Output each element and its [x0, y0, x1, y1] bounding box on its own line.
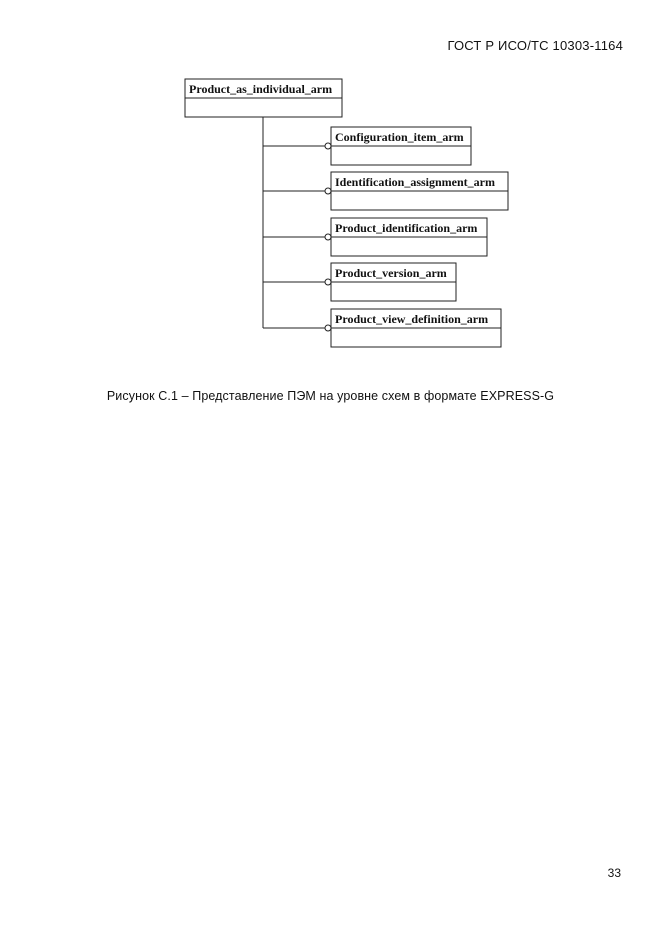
express-g-diagram: [0, 0, 661, 380]
figure-caption: Рисунок C.1 – Представление ПЭМ на уровне схем в формате EXPRESS-G: [106, 389, 555, 403]
root-entity: [185, 79, 342, 117]
relation-circle: [325, 188, 331, 194]
child-entity: [263, 172, 508, 210]
child-entity-label: Product_identification_arm: [335, 221, 478, 235]
child-entity-label: Product_version_arm: [335, 266, 447, 280]
child-entity: [263, 218, 487, 256]
child-entity-label: Identification_assignment_arm: [335, 175, 495, 189]
child-entity-label: Configuration_item_arm: [335, 130, 464, 144]
root-entity-label: Product_as_individual_arm: [189, 82, 333, 96]
child-entity: [263, 309, 501, 347]
page-number: 33: [607, 866, 621, 880]
child-entity: [263, 263, 456, 301]
relation-circle: [325, 234, 331, 240]
document-id: ГОСТ Р ИСО/ТС 10303-1164: [447, 38, 623, 53]
relation-circle: [325, 325, 331, 331]
child-entity-label: Product_view_definition_arm: [335, 312, 489, 326]
relation-circle: [325, 279, 331, 285]
child-entity: [263, 127, 471, 165]
relation-circle: [325, 143, 331, 149]
